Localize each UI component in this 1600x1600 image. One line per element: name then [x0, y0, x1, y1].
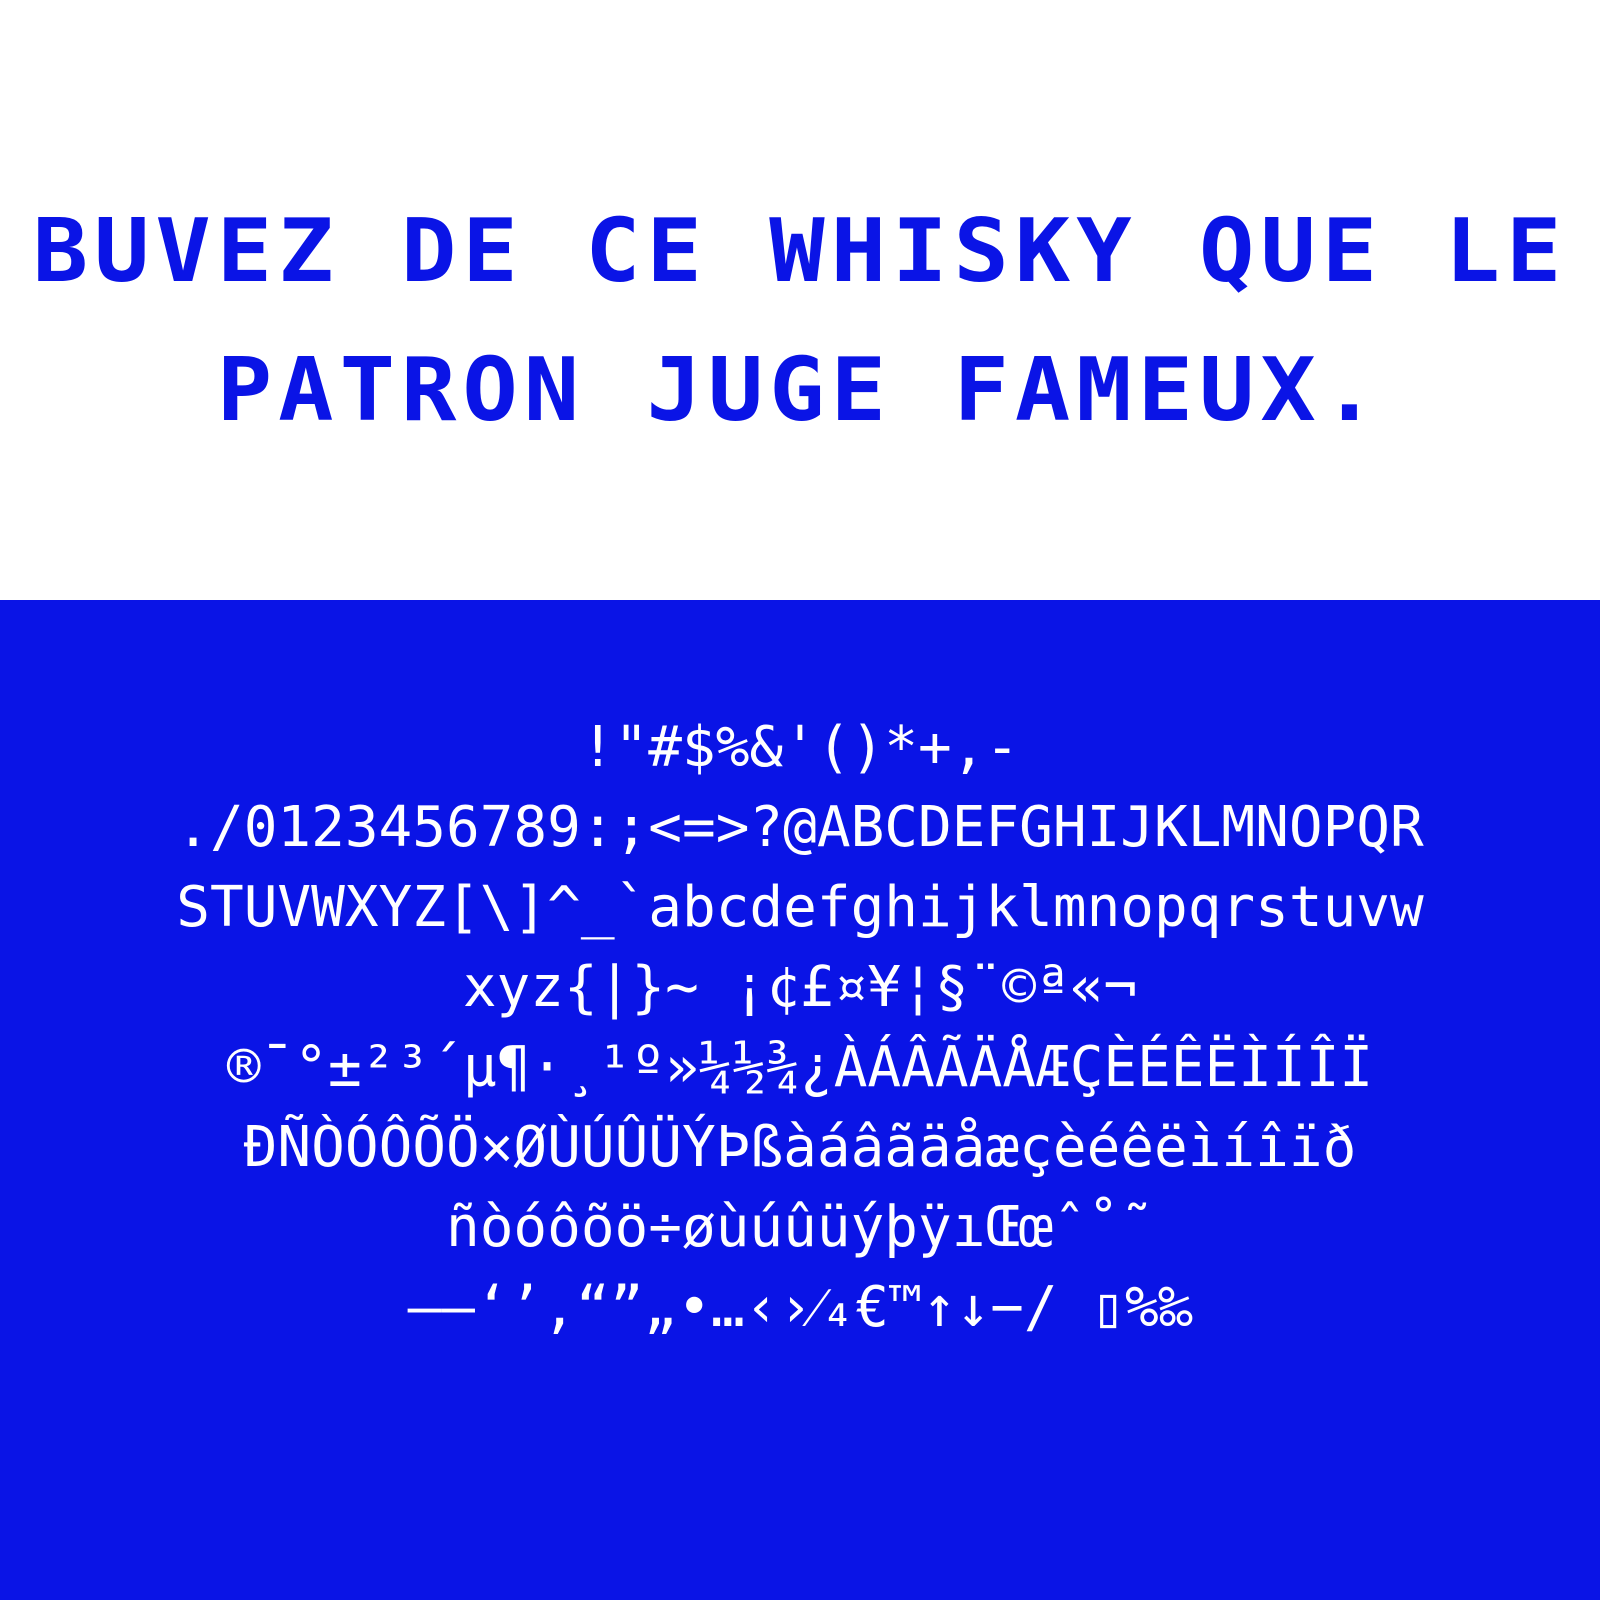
charset-panel: [0, 600, 1600, 1600]
pangram-line-2: PATRON JUGE FAMEUX.: [216, 339, 1384, 441]
charset-line-4: xyz{|}~ ¡¢£¤¥¦§¨©ª«¬: [462, 955, 1138, 1020]
charset-line-3: STUVWXYZ[\]^_`abcdefghijklmnopqrstuvw: [176, 875, 1424, 940]
charset-line-5: ®¯°±²³´µ¶·¸¹º»¼½¾¿ÀÁÂÃÄÅÆÇÈÉÊËÌÍÎÏ: [226, 1035, 1374, 1100]
charset-line-2: ./0123456789:;<=>?@ABCDEFGHIJKLMNOPQR: [176, 795, 1424, 860]
pangram-text: [0, 182, 1600, 459]
charset-line-1: !"#$%&'()*+,-: [580, 715, 1020, 780]
pangram-panel: [0, 0, 1600, 600]
charset-line-7: ñòóôõö÷øùúûüýþÿıŒœˆ˚˜: [445, 1195, 1154, 1260]
pangram-line-1: BUVEZ DE CE WHISKY QUE LE: [32, 200, 1568, 302]
charset-line-8: –—‘’‚“”„•…‹›⁄₄€™↑↓−∕ ▯%‰: [407, 1275, 1193, 1340]
charset-line-6: ÐÑÒÓÔÕÖ×ØÙÚÛÜÝÞßàáâãäåæçèéêëìíîïð: [243, 1115, 1357, 1180]
character-set: [0, 708, 1600, 1348]
